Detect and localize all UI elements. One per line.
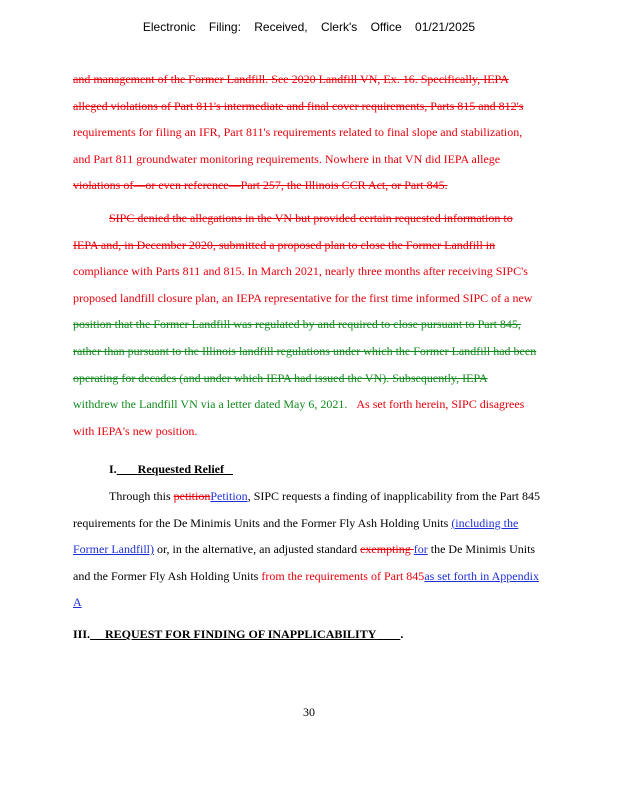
text-line: and management of the Former Landfill. See 2020 Landfill VN, Ex. 16. Specifically, IEPA [73, 72, 509, 86]
deleted-text: exempting [360, 542, 414, 557]
inserted-text: for [413, 542, 428, 557]
text-line: position that the Former Landfill was regulated by and required to close pursuant to Part 845, [73, 317, 521, 332]
text-line: violations of—or even reference—Part 257, the Illinois CCR Act, or Part 845. [73, 178, 448, 193]
filing-header: Electronic Filing: Received, Clerk's Office 01/21/2025 [142, 20, 476, 34]
heading-line [73, 456, 543, 483]
section-number: I. [109, 462, 117, 476]
page-number: 30 [303, 705, 315, 719]
text-line: requirements for filing an IFR, Part 811's requirements related to final slope and stabilization, [73, 125, 523, 140]
paragraph-sipc-response [73, 205, 543, 444]
section-number: III. [73, 627, 91, 641]
paragraph-violations [73, 66, 543, 199]
text-line: and Part 811 groundwater monitoring requirements. Nowhere in that VN did IEPA allege [73, 151, 501, 166]
inserted-text: as set forth in Appendix [424, 568, 539, 583]
text-line: compliance with Parts 811 and 815. In March 2021, nearly three months after receiving SIPC's [73, 264, 528, 279]
inserted-text: (including the [451, 515, 519, 530]
heading-line: III. REQUEST FOR FINDING OF INAPPLICABILITY . [73, 627, 404, 641]
text-line: proposed landfill closure plan, an IEPA representative for the first time informed SIPC of a new [73, 290, 533, 305]
changed-text: from the requirements of Part 845 [261, 568, 425, 583]
text-line: operating for decades (and under which IEPA had issued the VN). Subsequently, IEPA [73, 370, 488, 385]
section-i-heading [73, 456, 543, 483]
inserted-text: Former Landfill) [73, 542, 154, 557]
section-title: Requested Relief [137, 462, 224, 476]
text-line: and the Former Fly Ash Holding Units from the requirements of Part 845as set forth in Appendix [73, 568, 539, 583]
section-iii-heading [73, 621, 543, 648]
text-span: withdrew the Landfill VN via a letter dated May 6, 2021. [73, 397, 348, 412]
text-line: Former Landfill) or, in the alternative, an adjusted standard exempting for the De Minimis Units [73, 542, 536, 557]
text-line: with IEPA's new position. [73, 423, 198, 438]
text-line: IEPA and, in December 2020, submitted a proposed plan to close the Former Landfill in [73, 237, 496, 252]
paragraph-relief [73, 483, 543, 616]
text-line [73, 391, 543, 418]
text-line [73, 589, 543, 616]
text-line: rather than pursuant to the Illinois landfill regulations under which the Former Landfill had been [73, 343, 537, 358]
text-line: SIPC denied the allegations in the VN but provided certain requested information to [109, 211, 513, 225]
text-line: requirements for the De Minimis Units and the Former Fly Ash Holding Units (including the [73, 515, 519, 530]
section-title: REQUEST FOR FINDING OF INAPPLICABILITY [105, 627, 377, 641]
inserted-text: A [73, 595, 82, 610]
inserted-text: Petition [210, 489, 248, 503]
text-line: alleged violations of Part 811's intermediate and final cover requirements, Parts 815 and 812's [73, 98, 524, 113]
deleted-text: petition [173, 489, 211, 503]
text-span: As set forth herein, SIPC disagrees [356, 397, 525, 412]
text-line: Through this petitionPetition, SIPC requests a finding of inapplicability from the Part 845 [109, 489, 540, 503]
